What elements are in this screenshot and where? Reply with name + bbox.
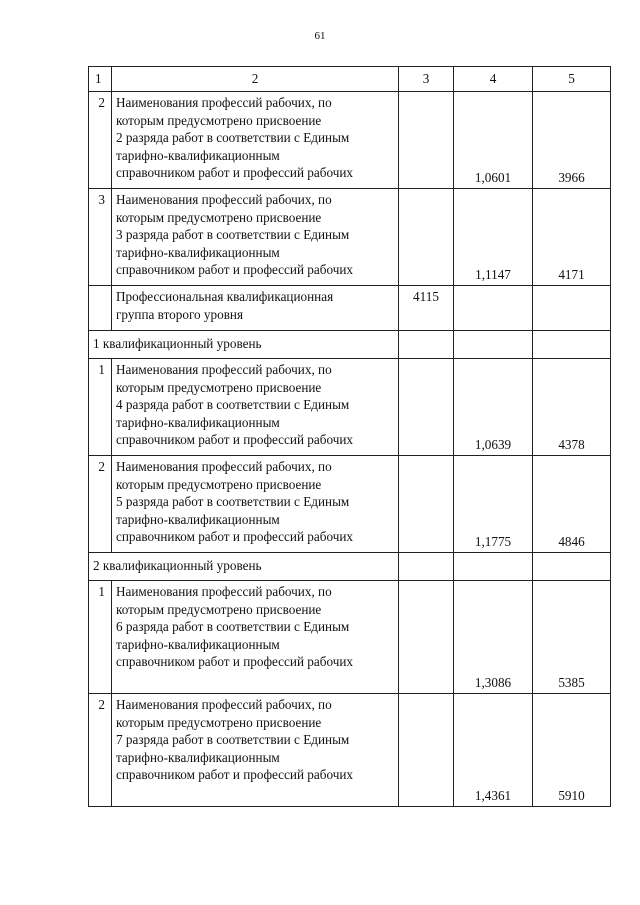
salary: 4846 — [533, 456, 611, 553]
salary: 5910 — [533, 694, 611, 807]
salary — [533, 286, 611, 331]
row-number: 3 — [89, 189, 112, 286]
row-number: 1 — [89, 581, 112, 694]
base-salary — [399, 581, 454, 694]
table-row — [89, 581, 611, 694]
table-row — [89, 359, 611, 456]
salary: 5385 — [533, 581, 611, 694]
header-col-1: 1 — [89, 67, 112, 92]
section-label: 1 квалификационный уровень — [89, 331, 399, 359]
profession-name: Наименования профессий рабочих, по которым предусмотрено присвоение 7 разряда работ в соответствии с Единым тарифно-квалификационным справочником работ и профессий рабочих — [112, 694, 399, 807]
profession-name: Наименования профессий рабочих, по которым предусмотрено присвоение 4 разряда работ в соответствии с Единым тарифно-квалификационным справочником работ и профессий рабочих — [112, 359, 399, 456]
group-row — [89, 286, 611, 331]
header-col-2: 2 — [112, 67, 399, 92]
section-row — [89, 331, 611, 359]
salary-table — [88, 66, 611, 807]
coefficient: 1,1775 — [454, 456, 533, 553]
coefficient — [454, 286, 533, 331]
salary: 4171 — [533, 189, 611, 286]
section-label: 2 квалификационный уровень — [89, 553, 399, 581]
profession-name: Наименования профессий рабочих, по которым предусмотрено присвоение 2 разряда работ в соответствии с Единым тарифно-квалификационным справочником работ и профессий рабочих — [112, 92, 399, 189]
base-salary: 4115 — [399, 286, 454, 331]
base-salary — [399, 359, 454, 456]
base-salary — [399, 189, 454, 286]
base-salary — [399, 694, 454, 807]
row-number: 2 — [89, 92, 112, 189]
empty-cell — [533, 553, 611, 581]
page-number: 61 — [314, 30, 326, 42]
empty-cell — [533, 331, 611, 359]
header-col-3: 3 — [399, 67, 454, 92]
empty-cell — [454, 553, 533, 581]
empty-cell — [454, 331, 533, 359]
coefficient: 1,4361 — [454, 694, 533, 807]
profession-name: Профессиональная квалификационная группа второго уровня — [112, 286, 399, 331]
base-salary — [399, 92, 454, 189]
coefficient: 1,1147 — [454, 189, 533, 286]
table-row — [89, 189, 611, 286]
coefficient: 1,0639 — [454, 359, 533, 456]
table-row — [89, 456, 611, 553]
empty-cell — [399, 331, 454, 359]
table-row — [89, 694, 611, 807]
table-row — [89, 92, 611, 189]
salary: 3966 — [533, 92, 611, 189]
salary: 4378 — [533, 359, 611, 456]
table-header-row — [89, 67, 611, 92]
profession-name: Наименования профессий рабочих, по которым предусмотрено присвоение 5 разряда работ в соответствии с Единым тарифно-квалификационным справочником работ и профессий рабочих — [112, 456, 399, 553]
section-row — [89, 553, 611, 581]
row-number: 2 — [89, 456, 112, 553]
header-col-5: 5 — [533, 67, 611, 92]
profession-name: Наименования профессий рабочих, по которым предусмотрено присвоение 3 разряда работ в соответствии с Единым тарифно-квалификационным справочником работ и профессий рабочих — [112, 189, 399, 286]
base-salary — [399, 456, 454, 553]
coefficient: 1,3086 — [454, 581, 533, 694]
empty-cell — [399, 553, 454, 581]
row-number — [89, 286, 112, 331]
row-number: 1 — [89, 359, 112, 456]
coefficient: 1,0601 — [454, 92, 533, 189]
header-col-4: 4 — [454, 67, 533, 92]
profession-name: Наименования профессий рабочих, по которым предусмотрено присвоение 6 разряда работ в соответствии с Единым тарифно-квалификационным справочником работ и профессий рабочих — [112, 581, 399, 694]
row-number: 2 — [89, 694, 112, 807]
